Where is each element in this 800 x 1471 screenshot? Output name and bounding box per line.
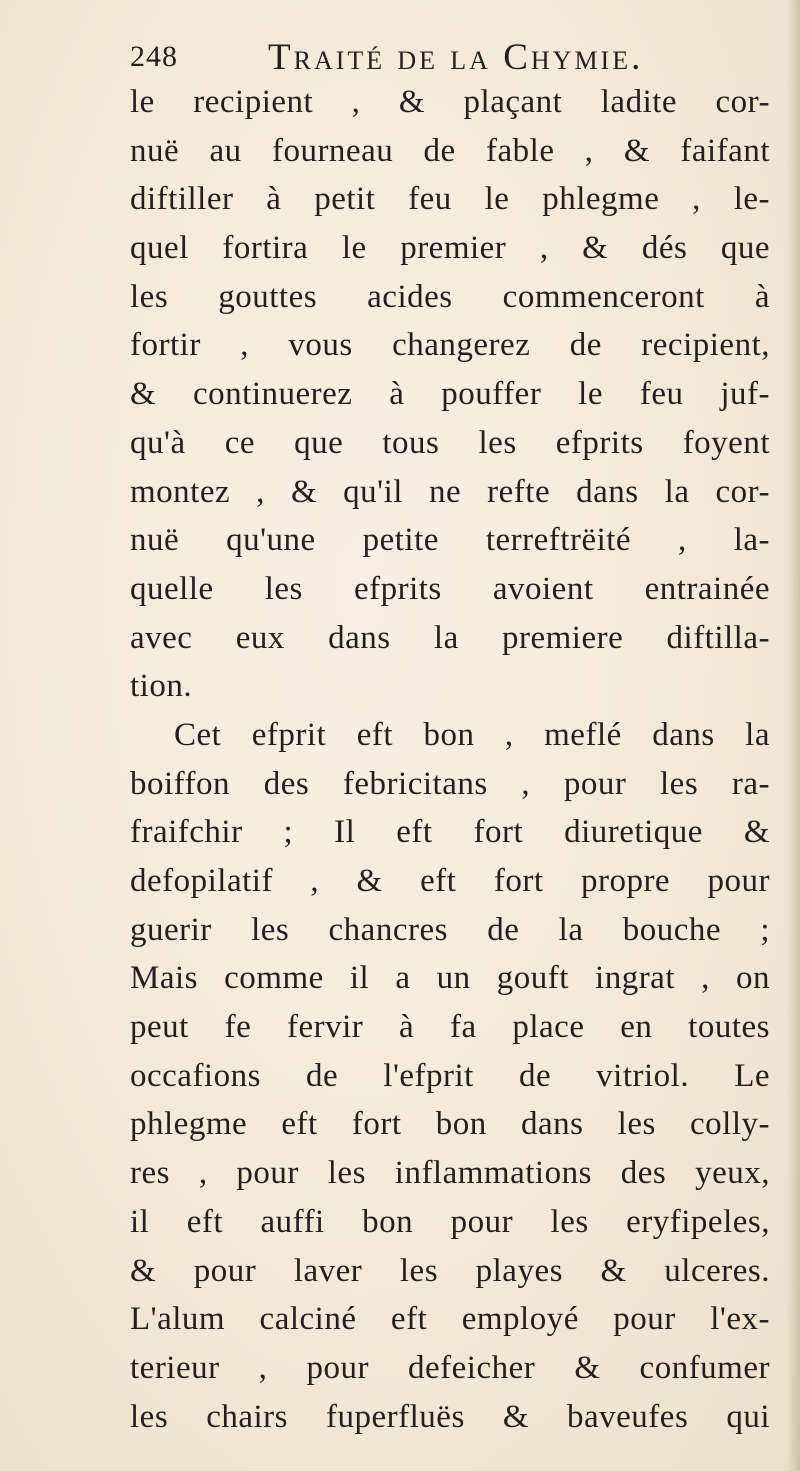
text-line: il eft auffi bon pour les eryfipeles, bbox=[130, 1203, 770, 1240]
text-line: phlegme eft fort bon dans les colly- bbox=[130, 1106, 770, 1143]
text-line: & continuerez à pouffer le feu juf- bbox=[130, 376, 770, 413]
running-header bbox=[130, 32, 770, 84]
text-line: L'alum calciné eft employé pour l'ex- bbox=[130, 1301, 770, 1338]
text-line: & pour laver les playes & ulceres. bbox=[130, 1252, 770, 1289]
running-title: Traité de la Chymie. bbox=[268, 37, 644, 78]
text-line: tion. bbox=[130, 668, 193, 705]
page-number: 248 bbox=[130, 40, 178, 73]
text-line: nuë qu'une petite terreftrëité , la- bbox=[130, 522, 770, 559]
text-line: diftiller à petit feu le phlegme , le- bbox=[130, 181, 770, 218]
body-text bbox=[130, 78, 770, 1441]
text-line: quel fortira le premier , & dés que bbox=[130, 230, 770, 267]
page-edge-shadow bbox=[786, 0, 800, 1471]
text-line: peut fe fervir à fa place en toutes bbox=[130, 1009, 770, 1046]
text-line: le recipient , & plaçant ladite cor- bbox=[130, 84, 770, 120]
text-line: occafions de l'efprit de vitriol. Le bbox=[130, 1057, 770, 1094]
text-line: fraifchir ; Il eft fort diuretique & bbox=[130, 814, 770, 851]
text-line: defopilatif , & eft fort propre pour bbox=[130, 863, 770, 899]
text-line: les chairs fuperfluës & baveufes qui bbox=[130, 1398, 770, 1435]
text-line: quelle les efprits avoient entrainée bbox=[130, 570, 770, 607]
text-line: terieur , pour defeicher & confumer bbox=[130, 1349, 770, 1386]
text-line: qu'à ce que tous les efprits foyent bbox=[130, 424, 770, 461]
text-line: Cet efprit eft bon , meflé dans la bbox=[174, 716, 770, 753]
text-line: boiffon des febricitans , pour les ra- bbox=[130, 765, 770, 802]
text-line: res , pour les inflammations des yeux, bbox=[130, 1155, 770, 1192]
text-line: avec eux dans la premiere diftilla- bbox=[130, 619, 770, 656]
text-line: nuë au fourneau de fable , & faifant bbox=[130, 132, 770, 169]
text-line: Mais comme il a un gouft ingrat , on bbox=[130, 960, 770, 997]
text-line: guerir les chancres de la bouche ; bbox=[130, 911, 770, 948]
text-line: fortir , vous changerez de recipient, bbox=[130, 327, 770, 364]
text-line: montez , & qu'il ne refte dans la cor- bbox=[130, 473, 770, 510]
text-line: les gouttes acides commenceront à bbox=[130, 278, 770, 315]
